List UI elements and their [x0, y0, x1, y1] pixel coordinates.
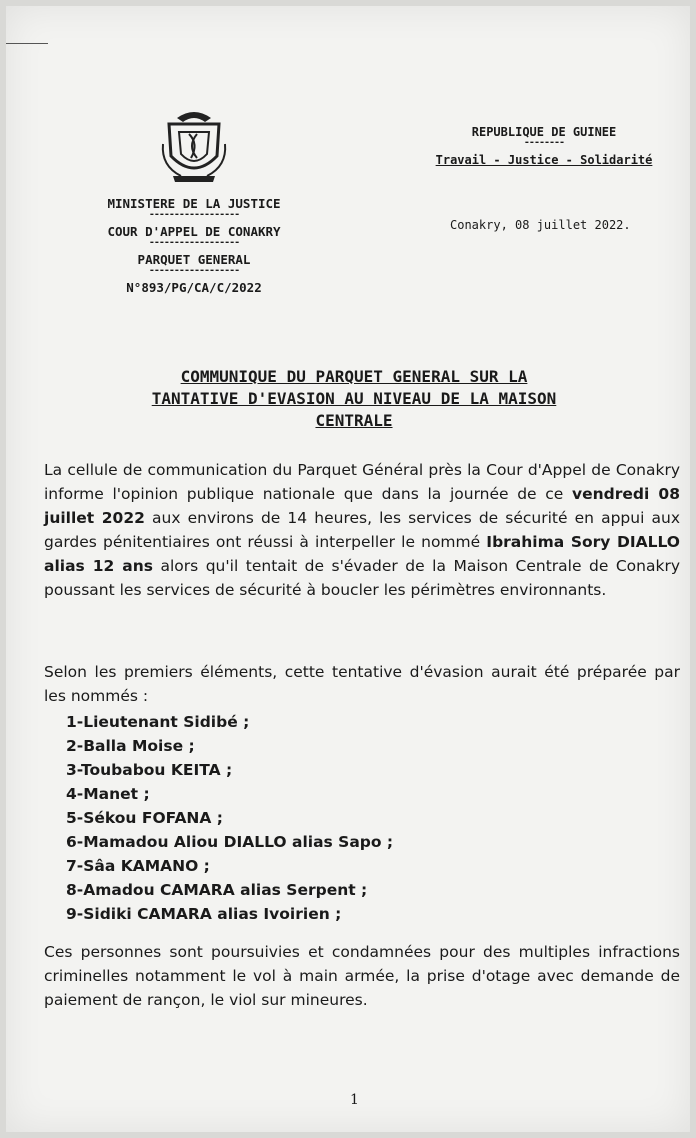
text-run: alors qu'il tentait de s'évader de la Maison Centrale de Conakry poussant les services de sécurité à boucler les périmètres environnants.	[44, 557, 680, 599]
document-date: Conakry, 08 juillet 2022.	[450, 218, 631, 232]
date-emphasis: vendredi 08 juillet 2022	[44, 485, 680, 527]
reference-number: N°893/PG/CA/C/2022	[126, 280, 262, 295]
coat-of-arms-icon	[159, 104, 229, 186]
national-motto: Travail - Justice - Solidarité	[435, 153, 653, 167]
accomplice-list	[66, 710, 393, 926]
list-item: 2-Balla Moise ;	[66, 737, 195, 755]
country-name: REPUBLIQUE DE GUINEE	[471, 125, 617, 139]
separator: ------------------	[148, 209, 240, 220]
separator: --------	[523, 137, 565, 148]
header-right	[424, 124, 664, 168]
header-left	[74, 104, 314, 296]
text-run: La cellule de communication du Parquet Général près la Cour d'Appel de Conakry informe l'opinion publique nationale que dans la journée de ce	[44, 461, 680, 503]
list-item: 8-Amadou CAMARA alias Serpent ;	[66, 881, 368, 899]
list-item: 7-Sâa KAMANO ;	[66, 857, 210, 875]
paragraph-accomplices-intro: Selon les premiers éléments, cette tentative d'évasion aurait été préparée par les nommés :	[44, 663, 680, 705]
list-item: 5-Sékou FOFANA ;	[66, 809, 223, 827]
office-name: PARQUET GENERAL	[137, 252, 251, 267]
document-page	[6, 6, 690, 1132]
document-title	[46, 366, 662, 432]
separator: ------------------	[148, 237, 240, 248]
paragraph-intro	[44, 458, 680, 602]
ministry-name: MINISTERE DE LA JUSTICE	[107, 196, 281, 211]
margin-mark	[6, 43, 48, 44]
list-item: 9-Sidiki CAMARA alias Ivoirien ;	[66, 905, 342, 923]
page-number: 1	[350, 1092, 359, 1108]
list-item: 4-Manet ;	[66, 785, 150, 803]
list-item: 1-Lieutenant Sidibé ;	[66, 713, 250, 731]
title-line-1: COMMUNIQUE DU PARQUET GENERAL SUR LA	[180, 367, 528, 386]
list-item: 6-Mamadou Aliou DIALLO alias Sapo ;	[66, 833, 394, 851]
court-name: COUR D'APPEL DE CONAKRY	[107, 224, 281, 239]
separator: ------------------	[148, 265, 240, 276]
paragraph-charges: Ces personnes sont poursuivies et condamnées pour des multiples infractions criminelles notamment le vol à main armée, la prise d'otage avec demande de paiement de rançon, le viol sur mineures.	[44, 943, 680, 1009]
suspect-name: Ibrahima Sory DIALLO alias 12 ans	[44, 533, 680, 575]
list-item: 3-Toubabou KEITA ;	[66, 761, 233, 779]
text-run: aux environs de 14 heures, les services de sécurité en appui aux gardes pénitentiaires ont réussi à interpeller le nommé	[44, 509, 680, 551]
title-line-2: TANTATIVE D'EVASION AU NIVEAU DE LA MAISON	[151, 389, 557, 408]
title-line-3: CENTRALE	[315, 411, 393, 430]
